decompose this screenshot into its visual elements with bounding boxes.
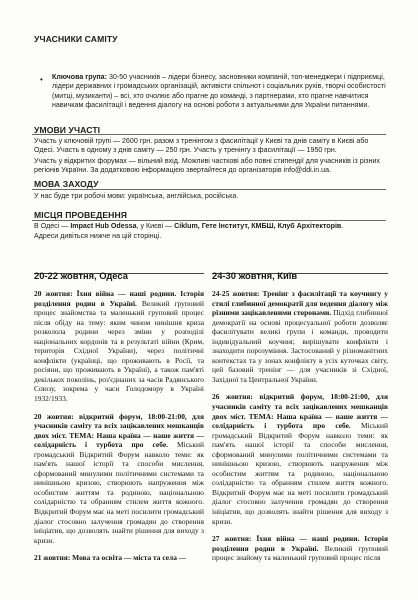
odesa-event-1-title: 20 жовтня: Їхня війна — наші родини. Історія розділення родин в Україні.: [34, 289, 204, 308]
odesa-event-3: [34, 553, 204, 563]
participants-text: [52, 73, 386, 111]
venue-odesa: Impact Hub Odessa: [70, 222, 137, 230]
venue-kyiv: Ciklum, Гете Інститут, КМБШ, Клуб Архітекторів: [174, 222, 342, 230]
kyiv-event-3: [212, 534, 388, 563]
venue-text-end: .: [341, 222, 344, 230]
venue-text: [34, 222, 386, 231]
odesa-event-3-title: 21 жовтня: Мова та освіта — міста та села —: [34, 553, 187, 563]
odesa-event-2-title: 20 жовтня: відкритий форум, 18:00-21:00, для учасників саміту та всіх зацікавлених мешканців двох міст. ТЕМА: Наша країна — наше життя — солідарність і турбота про себе.: [34, 411, 204, 450]
odesa-heading: 20-22 жовтня, Одеса: [34, 270, 128, 281]
participants-title: УЧАСНИКИ САМІТУ: [34, 34, 118, 44]
odesa-event-2-text: Міський громадський Відкритий Форум навколо теми: як пам'ять нашої історії та способи мислення, сформований минулими політичними системами та нинішньою кризою, створюють напруження між особистим життям та родиною, національною солідарністю та обранням стилем життя кожного. Відкритий Форум має на меті посилити громадський діалог стосовно залучення громадян до створення ініціатив, що дозволять знайти рішення для виходу з кризи.: [34, 440, 204, 545]
kyiv-event-2-title: 26 жовтня: відкритий форум, 18:00-21:00, для учасників саміту та всіх зацікавлених мешканців двох міст. ТЕМА: Наша країна — наше життя — солідарність і турбота про себе.: [212, 392, 388, 431]
kyiv-event-2: [212, 392, 388, 526]
kyiv-heading: 24-30 жовтня, Київ: [212, 270, 298, 281]
language-title: МОВА ЗАХОДУ: [34, 179, 99, 189]
language-text: У нас буде три робочі мови: українська, англійська, російська.: [34, 192, 239, 200]
kyiv-event-3-title: 27 жовтня: Їхня війна — наші родини. Історія розділення родин в Україні.: [212, 534, 388, 553]
conditions-rule: [32, 134, 386, 135]
kyiv-event-2-text: Міський громадський Відкритий Форум навколо теми: як пам'ять нашої історії та способи мислення, сформований минулими політичними системами та нинішньою кризою, створюють напруження між особистим життям та родиною, національною солідарністю та обранням стилем життя кожного. Відкритий Форум має на меті посилити громадський діалог стосовно залучення громадян до створення ініціатив, що дозволять знайти рішення для виходу з кризи.: [212, 421, 388, 526]
odesa-event-2: [34, 412, 204, 546]
kyiv-event-3-text: Великий груповий процес знайому та маленький груповий процес після: [212, 543, 388, 563]
venue-title: МІСЦЯ ПРОВЕДЕННЯ: [34, 210, 128, 220]
kyiv-event-1-text: Підхід глибинної демократії на основі процесуальної роботи дозволяє фасилітувати великі групи і команди, проводити індивідуальний коучинг, вирішувати конфлікти і знаходити порозуміння. Застосований у різноманітних контекстах та у зонах конфлікту в усіх куточках світу, цей базовий тренінг — для учасників зі Східної, Західної та Центральної України.: [212, 308, 388, 384]
conditions-text-2: Участь у відкритих форумах — вільний вхід. Можливі часткові або повні стипендії для учасників із різних регіонів України. За додатковою інформацією звертайтеся до організаторів info@ddi.in.ua.: [34, 157, 380, 175]
odesa-event-1: [34, 289, 204, 404]
kyiv-column: [212, 270, 388, 571]
conditions-text-1: Участь у ключовій групі — 2600 грн. разом з тренінгом з фасилітації у Києві та днів саміту в Києві або Одесі. Участь в одному з днів саміту — 250 грн. Участь у тренінгу з фасилітації — 1950 грн.: [34, 137, 369, 155]
key-group-label: Ключова група:: [52, 73, 107, 81]
kyiv-event-1-title: 24-25 жовтня: Тренінг з фасилітації та коучингу у стилі глибинної демократії для ведення діалогу між різними зацікавленими сторонами.: [212, 289, 388, 318]
venue-text-odesa: В Одесі —: [34, 222, 71, 230]
odesa-column: [34, 270, 204, 571]
odesa-event-1-text: Великий груповий процес знайомства та маленький груповий процес після обіду на тему: яким чином нинішня криза розколола родини через зміни у розподілі національних кордонів та в результаті війни (Крим, територія Східної України), через політичні конфлікти (українці, що проживають в Росії, та росіяни, що проживають в Україні), а також пам'яті декількох поколінь, роз'єднаних за часів Радянського Союзу, зокрема у часи Голодомору в Україні 1932/1933.: [34, 298, 204, 404]
language-rule: [32, 189, 386, 190]
venue-addresses-note: Адреси дивіться нижче на цій сторінці.: [34, 232, 162, 240]
kyiv-event-1: [212, 289, 388, 384]
conditions-title: УМОВИ УЧАСТІ: [34, 125, 101, 135]
venue-text-kyiv: , у Києві —: [136, 222, 175, 230]
venue-rule: [32, 220, 386, 221]
key-group-text: 30-50 учасників – лідери бізнесу, засновники компаній, топ-менеджери і підприємці, лідери державних і громадських організацій, активісти спільнот і соціальних рухів, творчі особистості (митці, музиканти) – всі, хто очолює або прагне до команді, з партнерами, хто прагне навчитися навичкам фасилітації і ведення діалогу на основі роботи з актуальними для України питаннями.: [52, 73, 386, 110]
bullet-icon: •: [40, 75, 43, 84]
